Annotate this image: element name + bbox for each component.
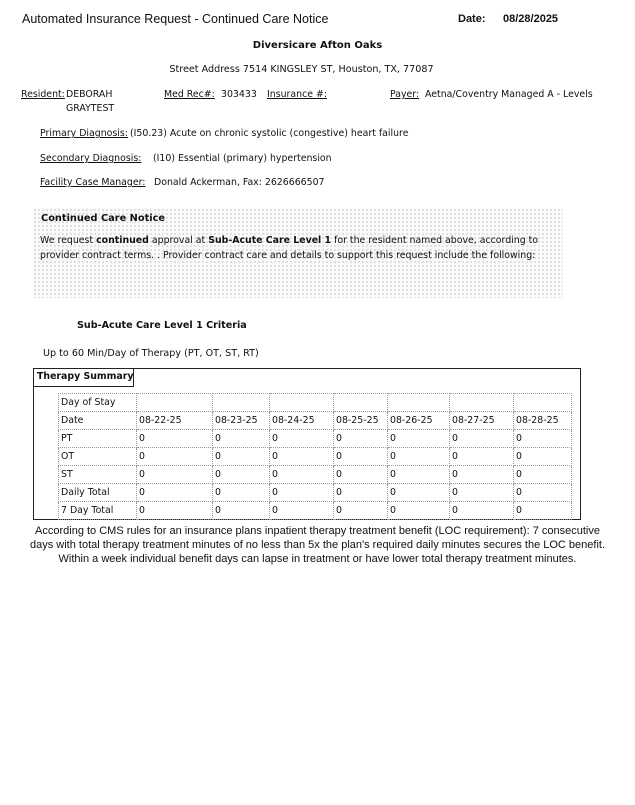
date-cell: 08-22-25 <box>137 412 213 430</box>
medrec-value: 303433 <box>221 89 257 100</box>
value-cell: 0 <box>388 466 450 484</box>
value-cell: 0 <box>213 502 270 520</box>
primary-diagnosis-label: Primary Diagnosis: <box>40 128 128 139</box>
value-cell: 0 <box>514 448 572 466</box>
value-cell: 0 <box>270 466 334 484</box>
value-cell: 0 <box>450 430 514 448</box>
case-manager-label: Facility Case Manager: <box>40 177 146 188</box>
value-cell: 0 <box>270 430 334 448</box>
secondary-diagnosis-value: (I10) Essential (primary) hypertension <box>153 153 332 164</box>
insurance-label: Insurance #: <box>267 89 327 100</box>
value-cell: 0 <box>334 484 388 502</box>
medrec-label: Med Rec#: <box>164 89 215 100</box>
value-cell: 0 <box>137 466 213 484</box>
value-cell: 0 <box>213 466 270 484</box>
criteria-subtitle: Up to 60 Min/Day of Therapy (PT, OT, ST, RT) <box>43 348 259 359</box>
date-label: Date: <box>458 13 486 25</box>
notice-text-bold-level: Sub-Acute Care Level 1 <box>208 235 332 246</box>
day-of-stay-label: Day of Stay <box>59 394 137 412</box>
value-cell: 0 <box>137 430 213 448</box>
notice-title: Continued Care Notice <box>41 213 166 224</box>
secondary-diagnosis-label: Secondary Diagnosis: <box>40 153 142 164</box>
resident-first-name: DEBORAH <box>66 89 113 100</box>
value-cell: 0 <box>450 448 514 466</box>
value-cell: 0 <box>450 466 514 484</box>
facility-name: Diversicare Afton Oaks <box>252 40 383 51</box>
value-cell: 0 <box>270 502 334 520</box>
value-cell: 0 <box>450 484 514 502</box>
value-cell: 0 <box>514 430 572 448</box>
row-label: 7 Day Total <box>59 502 137 520</box>
date-cell: 08-23-25 <box>213 412 270 430</box>
case-manager-value: Donald Ackerman, Fax: 2626666507 <box>154 177 325 188</box>
value-cell: 0 <box>270 448 334 466</box>
value-cell: 0 <box>514 466 572 484</box>
value-cell: 0 <box>137 448 213 466</box>
date-cell: 08-24-25 <box>270 412 334 430</box>
document-title: Automated Insurance Request - Continued Care Notice <box>22 12 329 26</box>
payer-label: Payer: <box>390 89 420 100</box>
value-cell: 0 <box>213 430 270 448</box>
row-label: Daily Total <box>59 484 137 502</box>
value-cell: 0 <box>137 484 213 502</box>
payer-value: Aetna/Coventry Managed A - Levels <box>425 89 593 100</box>
day-of-stay-row <box>59 394 572 412</box>
value-cell: 0 <box>334 466 388 484</box>
row-label: ST <box>59 466 137 484</box>
notice-text-part-3: for the resident named above, according to provider contract terms. . Provider contract care and details to support this request include the following: <box>40 235 539 261</box>
criteria-title: Sub-Acute Care Level 1 Criteria <box>77 320 247 331</box>
value-cell: 0 <box>514 484 572 502</box>
date-cell: 08-28-25 <box>514 412 572 430</box>
therapy-summary-table <box>58 393 572 520</box>
notice-text <box>40 234 540 263</box>
value-cell: 0 <box>388 484 450 502</box>
value-cell: 0 <box>388 502 450 520</box>
notice-text-part-1: We request <box>40 235 97 246</box>
day-of-stay-cell <box>450 394 514 412</box>
day-of-stay-cell <box>334 394 388 412</box>
primary-diagnosis-value: (I50.23) Acute on chronic systolic (congestive) heart failure <box>130 128 409 139</box>
resident-label: Resident: <box>21 89 65 100</box>
value-cell: 0 <box>514 502 572 520</box>
date-cell: 08-27-25 <box>450 412 514 430</box>
date-row <box>59 412 572 430</box>
row-label: PT <box>59 430 137 448</box>
resident-last-name: GRAYTEST <box>66 103 115 114</box>
value-cell: 0 <box>334 430 388 448</box>
day-of-stay-cell <box>137 394 213 412</box>
row-label: OT <box>59 448 137 466</box>
day-of-stay-cell <box>270 394 334 412</box>
therapy-summary-label: Therapy Summary <box>37 371 134 382</box>
day-of-stay-cell <box>514 394 572 412</box>
notice-text-part-2: approval at <box>148 235 209 246</box>
value-cell: 0 <box>137 502 213 520</box>
pt-row <box>59 430 572 448</box>
day-of-stay-cell <box>388 394 450 412</box>
date-value: 08/28/2025 <box>503 13 559 25</box>
value-cell: 0 <box>388 430 450 448</box>
date-cell: 08-25-25 <box>334 412 388 430</box>
facility-address: Street Address 7514 KINGSLEY ST, Houston, TX, 77087 <box>169 64 434 75</box>
value-cell: 0 <box>270 484 334 502</box>
notice-text-bold-continued: continued <box>96 235 149 246</box>
date-cell: 08-26-25 <box>388 412 450 430</box>
value-cell: 0 <box>388 448 450 466</box>
st-row <box>59 466 572 484</box>
cms-rules-note: According to CMS rules for an insurance plans inpatient therapy treatment benefit (LOC requirement): 7 consecutive days with total therapy treatment minutes of no less than 5x the plan's required daily minutes secures the LOC benefit. Within a week individual benefit days can lapse in treatment or have lower total therapy treatment minutes. <box>29 525 606 566</box>
value-cell: 0 <box>334 502 388 520</box>
seven-day-total-row <box>59 502 572 520</box>
value-cell: 0 <box>213 484 270 502</box>
daily-total-row <box>59 484 572 502</box>
value-cell: 0 <box>213 448 270 466</box>
value-cell: 0 <box>450 502 514 520</box>
ot-row <box>59 448 572 466</box>
value-cell: 0 <box>334 448 388 466</box>
day-of-stay-cell <box>213 394 270 412</box>
date-row-label: Date <box>59 412 137 430</box>
